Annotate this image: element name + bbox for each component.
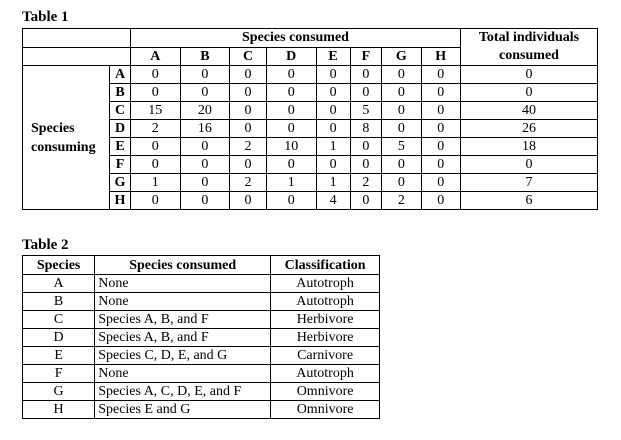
table1-cell: 0 (421, 66, 461, 84)
table2-species-cell: H (23, 401, 95, 419)
table1-cell: 0 (350, 156, 382, 174)
table2-caption: Table 2 (22, 237, 69, 253)
table2-row (23, 293, 380, 311)
table1-cell: 0 (421, 138, 461, 156)
table1-cell: 0 (180, 138, 230, 156)
table1-cell: 0 (382, 120, 421, 138)
table2-species-cell: E (23, 347, 95, 365)
table2-consumed-cell: Species A, B, and F (95, 311, 271, 329)
table2-consumed-cell: Species A, C, D, E, and F (95, 383, 271, 401)
table1-header-row (23, 29, 598, 48)
table2-consumed-cell: Species C, D, E, and G (95, 347, 271, 365)
table2-row (23, 383, 380, 401)
table1-cell: 0 (382, 102, 421, 120)
table1-row (23, 156, 598, 174)
table2-species-cell: F (23, 365, 95, 383)
table1-row-species: C (110, 102, 131, 120)
table1-row-species: A (110, 66, 131, 84)
table1-cell: 0 (316, 66, 350, 84)
table2-column-header: Species consumed (95, 256, 271, 275)
table1-cell: 10 (266, 138, 316, 156)
table1-cell: 0 (382, 84, 421, 102)
table2-classification-cell: Autotroph (271, 293, 380, 311)
table1-header-total: Total individuals consumed (461, 29, 598, 66)
table1-cell: 1 (131, 174, 181, 192)
table2-consumed-cell: None (95, 365, 271, 383)
table1-cell: 0 (131, 138, 181, 156)
table1-row (23, 84, 598, 102)
table1-cell: 0 (131, 192, 181, 210)
table2-row (23, 311, 380, 329)
table1-cell: 1 (316, 174, 350, 192)
table1-cell: 0 (421, 174, 461, 192)
table1-column-header: C (230, 47, 267, 66)
table1-row (23, 174, 598, 192)
table1-cell: 0 (316, 84, 350, 102)
table1-total-cell: 40 (461, 102, 598, 120)
table1-row-species: F (110, 156, 131, 174)
table1-row-species: G (110, 174, 131, 192)
table1-corner-cell (23, 29, 131, 48)
table1-cell: 0 (230, 102, 267, 120)
table2-row (23, 275, 380, 293)
table1-row-species: H (110, 192, 131, 210)
table1-cell: 0 (316, 102, 350, 120)
table1-cell: 16 (180, 120, 230, 138)
table2-column-header: Classification (271, 256, 380, 275)
table1-cell: 2 (230, 174, 267, 192)
table1-cell: 0 (421, 156, 461, 174)
table2-classification-cell: Carnivore (271, 347, 380, 365)
table1-column-header: D (266, 47, 316, 66)
table1-cell: 0 (350, 192, 382, 210)
table1-cell: 0 (230, 66, 267, 84)
table1-row (23, 102, 598, 120)
table1-cell: 0 (266, 120, 316, 138)
table1-cell: 0 (266, 102, 316, 120)
table1-total-cell: 0 (461, 156, 598, 174)
table1-cell: 0 (266, 84, 316, 102)
table1-total-cell: 18 (461, 138, 598, 156)
table1-cell: 0 (180, 84, 230, 102)
table2-classification-cell: Omnivore (271, 401, 380, 419)
table2-species-cell: G (23, 383, 95, 401)
table1-cell: 0 (180, 192, 230, 210)
table1-total-cell: 7 (461, 174, 598, 192)
table1-cell: 15 (131, 102, 181, 120)
table1-cell: 0 (316, 120, 350, 138)
table1-column-header: B (180, 47, 230, 66)
table2-row (23, 401, 380, 419)
table2-row (23, 347, 380, 365)
table2-classification-cell: Herbivore (271, 311, 380, 329)
table2-column-header: Species (23, 256, 95, 275)
table1-cell: 0 (350, 84, 382, 102)
table1-cell: 0 (350, 138, 382, 156)
table1-column-header: F (350, 47, 382, 66)
table1-caption: Table 1 (22, 9, 69, 25)
table1-cell: 0 (421, 192, 461, 210)
table1-cell: 2 (382, 192, 421, 210)
table2-classification (22, 255, 380, 419)
table1-cell: 0 (266, 156, 316, 174)
table1-column-header: H (421, 47, 461, 66)
table1-cell: 0 (230, 192, 267, 210)
table1-cell: 0 (266, 66, 316, 84)
table1-total-cell: 26 (461, 120, 598, 138)
table1-cell: 2 (350, 174, 382, 192)
table1-cell: 0 (230, 120, 267, 138)
table1-cell: 1 (266, 174, 316, 192)
table1-cell: 2 (230, 138, 267, 156)
table1-row (23, 192, 598, 210)
table2-species-cell: C (23, 311, 95, 329)
table2-consumed-cell: None (95, 275, 271, 293)
table2-species-cell: D (23, 329, 95, 347)
table1-total-cell: 0 (461, 84, 598, 102)
table2-species-cell: B (23, 293, 95, 311)
table1-row-species: E (110, 138, 131, 156)
table1-consumption-matrix (22, 28, 598, 210)
table2-classification-cell: Autotroph (271, 275, 380, 293)
table1-header-consumed: Species consumed (131, 29, 461, 48)
table1-row (23, 66, 598, 84)
table1-cell: 0 (316, 156, 350, 174)
table1-row-species: B (110, 84, 131, 102)
table1-cell: 0 (266, 192, 316, 210)
table1-row-group-label: Species consuming (23, 66, 110, 210)
table2-classification-cell: Omnivore (271, 383, 380, 401)
table1-cell: 0 (230, 84, 267, 102)
table1-cell: 0 (180, 174, 230, 192)
table1-cell: 4 (316, 192, 350, 210)
table1-cell: 0 (230, 156, 267, 174)
table2-row (23, 365, 380, 383)
table1-cell: 8 (350, 120, 382, 138)
table1-column-header: A (131, 47, 181, 66)
table2-consumed-cell: Species E and G (95, 401, 271, 419)
table1-cell: 0 (350, 66, 382, 84)
table2-classification-cell: Herbivore (271, 329, 380, 347)
table1-cell: 0 (382, 156, 421, 174)
table2-consumed-cell: Species A, B, and F (95, 329, 271, 347)
table1-cell: 0 (180, 66, 230, 84)
table1-cell: 0 (180, 156, 230, 174)
table1-cell: 2 (131, 120, 181, 138)
table1-cell: 0 (131, 84, 181, 102)
table1-cell: 20 (180, 102, 230, 120)
table2-consumed-cell: None (95, 293, 271, 311)
table1-cell: 5 (382, 138, 421, 156)
table1-row (23, 120, 598, 138)
table1-cell: 0 (382, 174, 421, 192)
table2-header-row (23, 256, 380, 275)
table1-cell: 0 (382, 66, 421, 84)
table1-cell: 0 (421, 84, 461, 102)
table2-species-cell: A (23, 275, 95, 293)
table1-column-header: E (316, 47, 350, 66)
table1-total-cell: 0 (461, 66, 598, 84)
table1-cell: 0 (421, 120, 461, 138)
table1-cell: 5 (350, 102, 382, 120)
table2-row (23, 329, 380, 347)
table1-cell: 0 (131, 66, 181, 84)
table1-cell: 1 (316, 138, 350, 156)
table1-column-header: G (382, 47, 421, 66)
table1-cell: 0 (421, 102, 461, 120)
table1-cell: 0 (131, 156, 181, 174)
table1-row-species: D (110, 120, 131, 138)
table1-blank-cell (23, 47, 131, 66)
table2-classification-cell: Autotroph (271, 365, 380, 383)
table1-row (23, 138, 598, 156)
table1-total-cell: 6 (461, 192, 598, 210)
